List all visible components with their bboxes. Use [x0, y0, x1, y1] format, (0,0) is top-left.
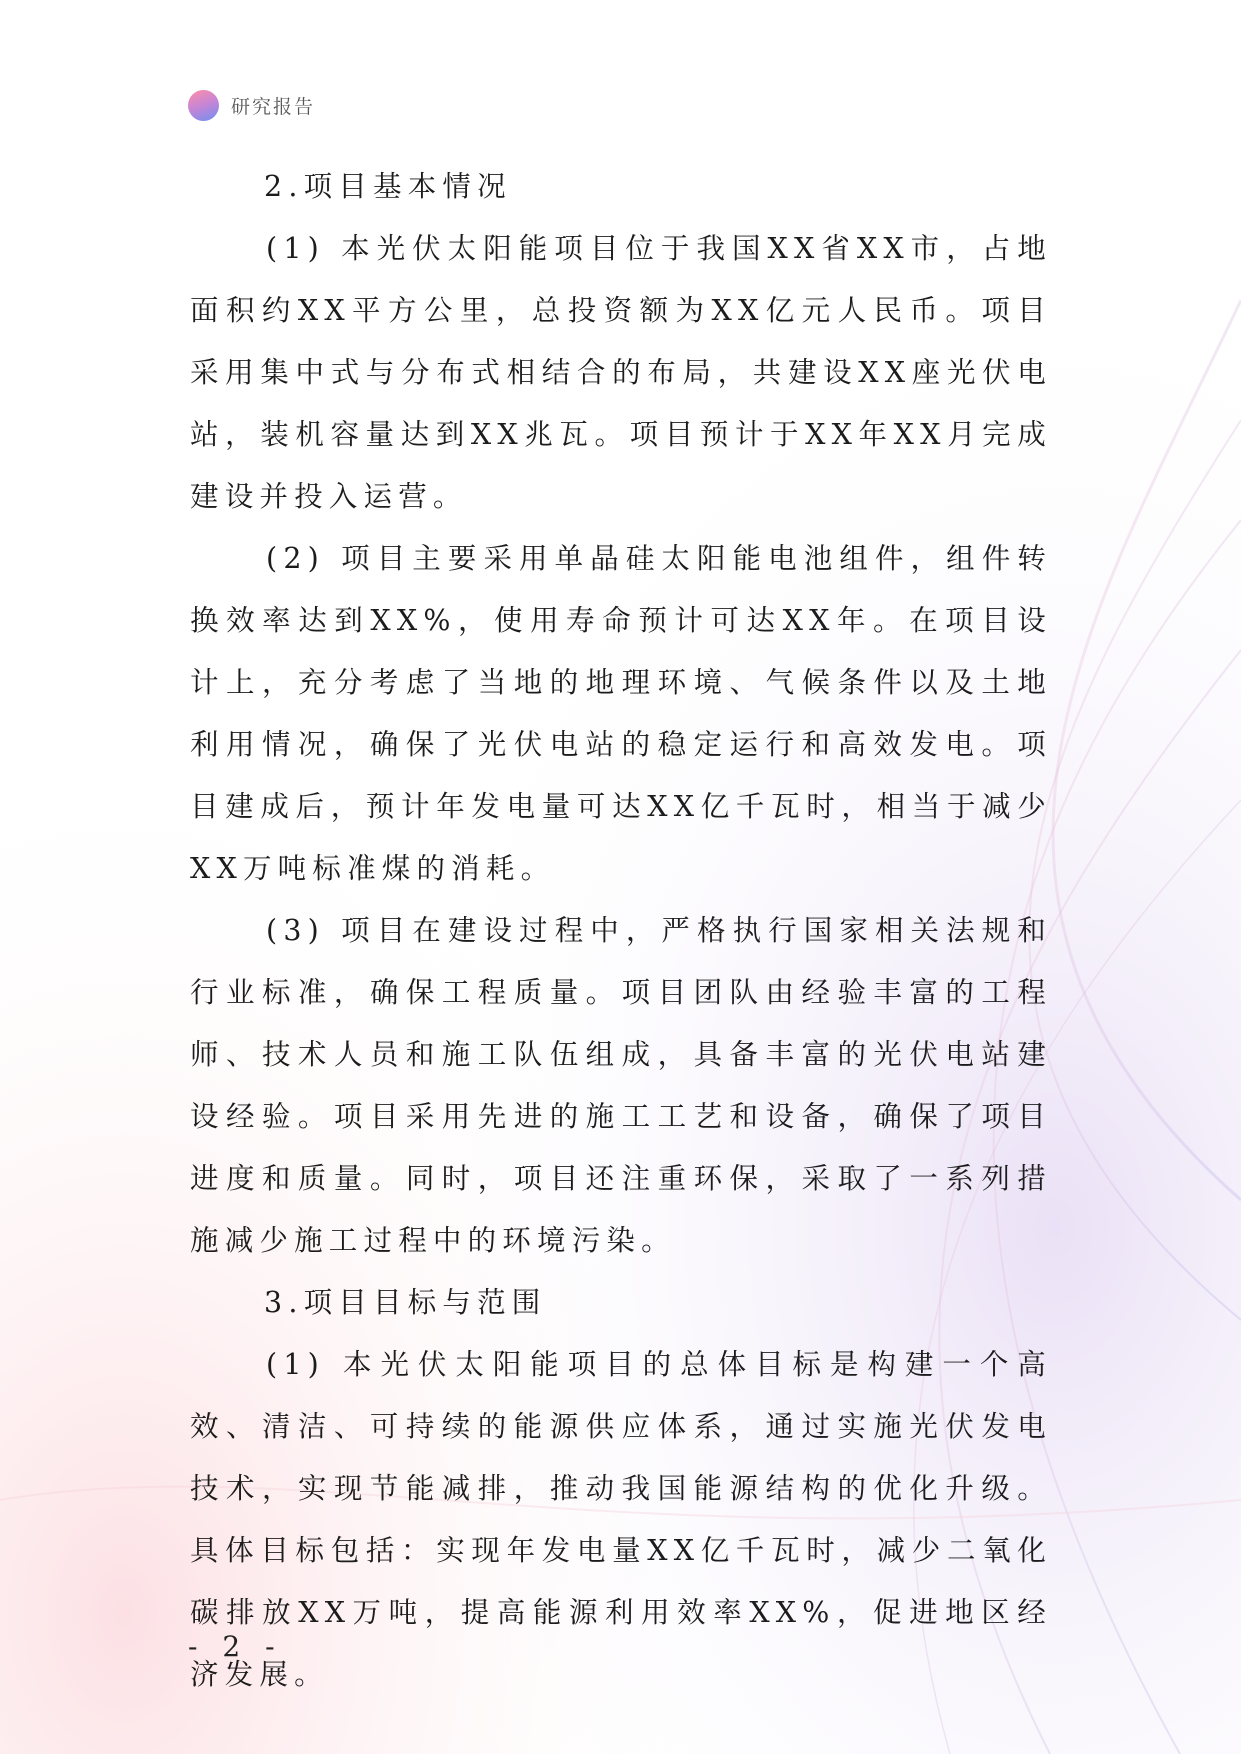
page-header — [188, 89, 315, 121]
paragraph: (1) 本光伏太阳能项目的总体目标是构建一个高效、清洁、可持续的能源供应体系，通过实施光伏发电技术，实现节能减排，推动我国能源结构的优化升级。具体目标包括：实现年发电量XX亿千瓦时，减少二氧化碳排放XX万吨，提高能源利用效率XX%，促进地区经济发展。 — [190, 1348, 1052, 1691]
section-heading-3: 3.项目目标与范围 — [264, 1286, 547, 1319]
logo-circle-icon — [188, 90, 219, 121]
paragraph: (2) 项目主要采用单晶硅太阳能电池组件，组件转换效率达到XX%，使用寿命预计可达XX年。在项目设计上，充分考虑了当地的地理环境、气候条件以及土地利用情况，确保了光伏电站的稳定运行和高效发电。项目建成后，预计年发电量可达XX亿千瓦时，相当于减少XX万吨标准煤的消耗。 — [190, 542, 1052, 885]
header-title: 研究报告 — [231, 95, 316, 118]
paragraph: (1) 本光伏太阳能项目位于我国XX省XX市，占地面积约XX平方公里，总投资额为XX亿元人民币。项目采用集中式与分布式相结合的布局，共建设XX座光伏电站，装机容量达到XX兆瓦。项目预计于XX年XX月完成建设并投入运营。 — [190, 232, 1052, 513]
document-body — [190, 156, 1052, 1706]
section-heading-2: 2.项目基本情况 — [264, 170, 512, 203]
paragraph: (3) 项目在建设过程中，严格执行国家相关法规和行业标准，确保工程质量。项目团队由经验丰富的工程师、技术人员和施工队伍组成，具备丰富的光伏电站建设经验。项目采用先进的施工工艺和设备，确保了项目进度和质量。同时，项目还注重环保，采取了一系列措施减少施工过程中的环境污染。 — [190, 914, 1052, 1257]
page-number: - 2 - — [188, 1630, 283, 1663]
